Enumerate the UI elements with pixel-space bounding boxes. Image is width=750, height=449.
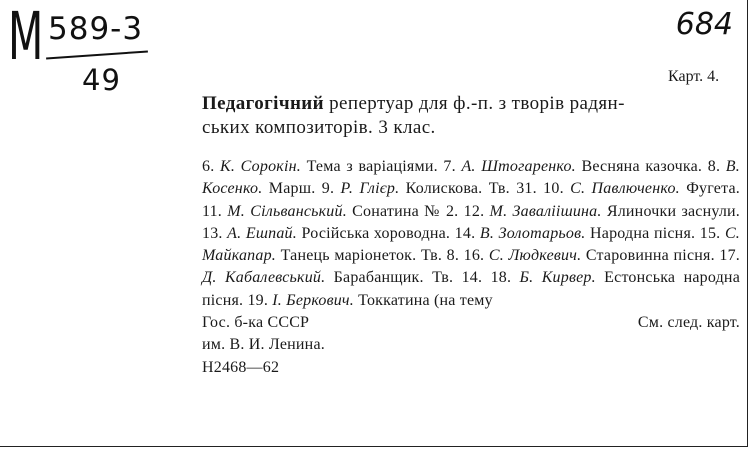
shelfmark-letter: М: [8, 0, 44, 75]
entry-author: Б. Кирвер.: [519, 269, 596, 287]
entry-author: М. Сільванський.: [227, 202, 347, 220]
entry-number: 6.: [202, 158, 221, 175]
footer-row: [202, 312, 740, 334]
entry-author: Р. Глієр.: [340, 180, 400, 198]
title-rest: репертуар для ф.-п. з творів радян-: [329, 93, 625, 114]
entry-number: 18.: [490, 269, 520, 287]
entry-author: С. Майкапар.: [202, 224, 741, 265]
print-code: Н2468—62: [202, 358, 280, 376]
library-line-1: Гос. б-ка СССР: [202, 314, 310, 332]
entry-work: Ялиночки заснули.: [601, 202, 741, 220]
entry-number: 9.: [321, 180, 341, 198]
entry-number: 15.: [699, 224, 725, 242]
entry-number: 10.: [543, 180, 571, 198]
entry-work: Барабанщик. Тв. 14.: [325, 269, 483, 287]
entry-item: [455, 225, 696, 242]
library-line-2: им. В. И. Ленина.: [202, 336, 325, 354]
entry-number: 12.: [463, 202, 490, 220]
shelfmark-divider: [46, 50, 148, 59]
entry-author: І. Беркович.: [272, 291, 354, 309]
entry-work: Фугета.: [679, 180, 740, 198]
entry-work: Танець маріонеток. Тв. 8.: [276, 247, 460, 265]
entry-item: [443, 158, 702, 175]
entry-work: Весняна казочка.: [575, 158, 703, 175]
entry-item: [543, 180, 740, 197]
entry-author: В. Золотарьов.: [479, 224, 586, 242]
entry-number: 11.: [202, 202, 228, 220]
entry-work: Сонатина № 2.: [346, 202, 459, 220]
entry-number: 8.: [707, 158, 726, 175]
entry-author: Д. Кабалевський.: [202, 269, 326, 287]
entry-author: С. Павлюченко.: [570, 180, 680, 198]
entry-item: [202, 203, 458, 220]
title-bold: Педагогічний: [202, 93, 324, 114]
entry-author: В. Косенко.: [202, 158, 740, 198]
entry-work: Естонська народна пісня.: [202, 269, 741, 309]
entry-work: Російська хороводна.: [296, 224, 451, 242]
entry-number: 14.: [454, 224, 480, 242]
see-next-card: См. след. карт.: [637, 314, 740, 332]
entry-work: Марш.: [262, 180, 316, 198]
entry-item: [464, 247, 715, 264]
entry-number: 7.: [443, 158, 462, 175]
entry-work: Народна пісня.: [585, 224, 696, 242]
entry-work: Старовинна пісня.: [581, 247, 715, 265]
entry-work: Тема з варіаціями.: [300, 158, 438, 175]
entry-author: А. Ешпай.: [227, 224, 297, 242]
entry-number: 17.: [719, 247, 740, 265]
entry-item: [247, 292, 492, 309]
entry-item: [202, 225, 450, 242]
entry-item: [322, 180, 537, 197]
inventory-number: 684: [675, 7, 733, 42]
entry-item: [202, 158, 438, 175]
shelfmark-bottom: 49: [82, 63, 121, 97]
entry-item: [464, 203, 740, 220]
card-body: [202, 156, 740, 379]
entry-number: 19.: [247, 291, 273, 309]
title-line2: ських композиторів. 3 клас.: [202, 117, 436, 138]
entry-number: 13.: [202, 224, 228, 242]
shelfmark-top: 589-3: [48, 11, 144, 47]
card-title: [202, 92, 740, 140]
entry-author: К. Сорокін.: [220, 158, 301, 175]
entry-work: Токкатина (на тему: [353, 291, 493, 309]
entry-author: С. Людкевич.: [488, 247, 582, 265]
entry-work: Колискова. Тв. 31.: [399, 180, 537, 198]
entry-number: 16.: [463, 247, 489, 265]
card-number: Карт. 4.: [668, 68, 720, 85]
entries-list: [202, 158, 740, 309]
entry-author: А. Штогаренко.: [461, 158, 576, 175]
entry-author: М. Заваліішина.: [489, 202, 602, 220]
